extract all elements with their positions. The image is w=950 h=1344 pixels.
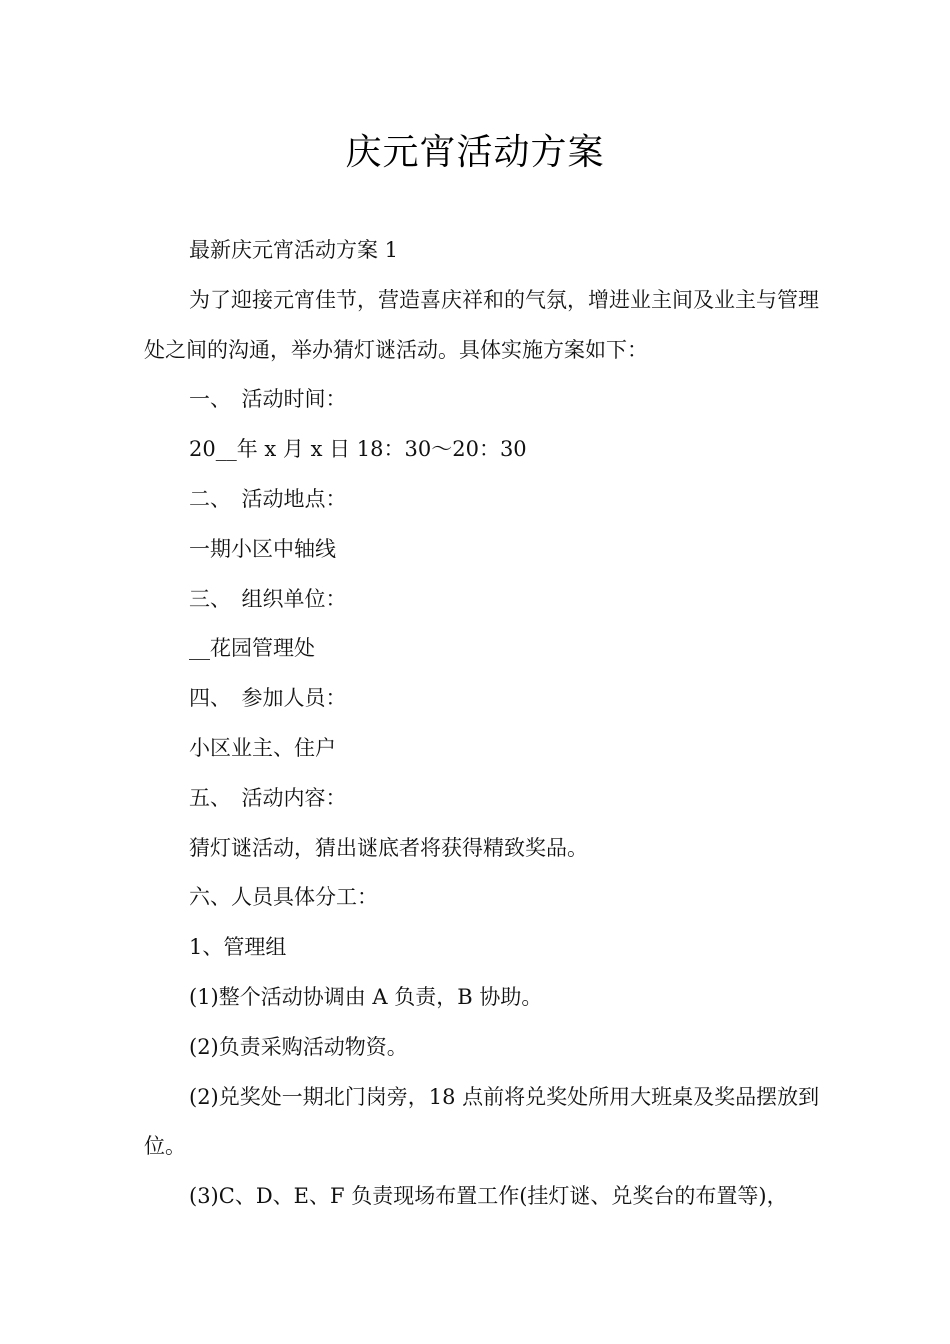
paragraph: 小区业主、住户 <box>189 735 336 760</box>
document-body <box>144 226 824 1222</box>
paragraph: 六、人员具体分工： <box>189 885 378 910</box>
paragraph: (2)负责采购活动物资。 <box>189 1034 408 1059</box>
paragraph: 1、管理组 <box>189 935 287 960</box>
paragraph: 三、 组织单位： <box>189 586 347 611</box>
paragraph: 为了迎接元宵佳节，营造喜庆祥和的气氛，增进业主间及业主与管理处之间的沟通，举办猜灯谜活动。具体实施方案如下： <box>144 287 819 362</box>
paragraph: (1)整个活动协调由 A 负责，B 协助。 <box>189 984 543 1009</box>
paragraph: 一、 活动时间： <box>189 387 347 412</box>
paragraph: (3)C、D、E、F 负责现场布置工作(挂灯谜、兑奖台的布置等)， <box>189 1184 788 1209</box>
paragraph: (2)兑奖处一期北门岗旁，18 点前将兑奖处所用大班桌及奖品摆放到位。 <box>144 1084 820 1159</box>
paragraph: __花园管理处 <box>189 636 315 661</box>
paragraph: 四、 参加人员： <box>189 686 347 711</box>
paragraph: 五、 活动内容： <box>189 785 347 810</box>
document-title: 庆元宵活动方案 <box>345 132 605 173</box>
paragraph: 20__年 x 月 x 日 18：30～20：30 <box>189 437 527 462</box>
paragraph: 一期小区中轴线 <box>189 536 336 561</box>
paragraph: 二、 活动地点： <box>189 486 347 511</box>
paragraph: 猜灯谜活动，猜出谜底者将获得精致奖品。 <box>189 835 588 860</box>
paragraph: 最新庆元宵活动方案 1 <box>189 238 399 262</box>
